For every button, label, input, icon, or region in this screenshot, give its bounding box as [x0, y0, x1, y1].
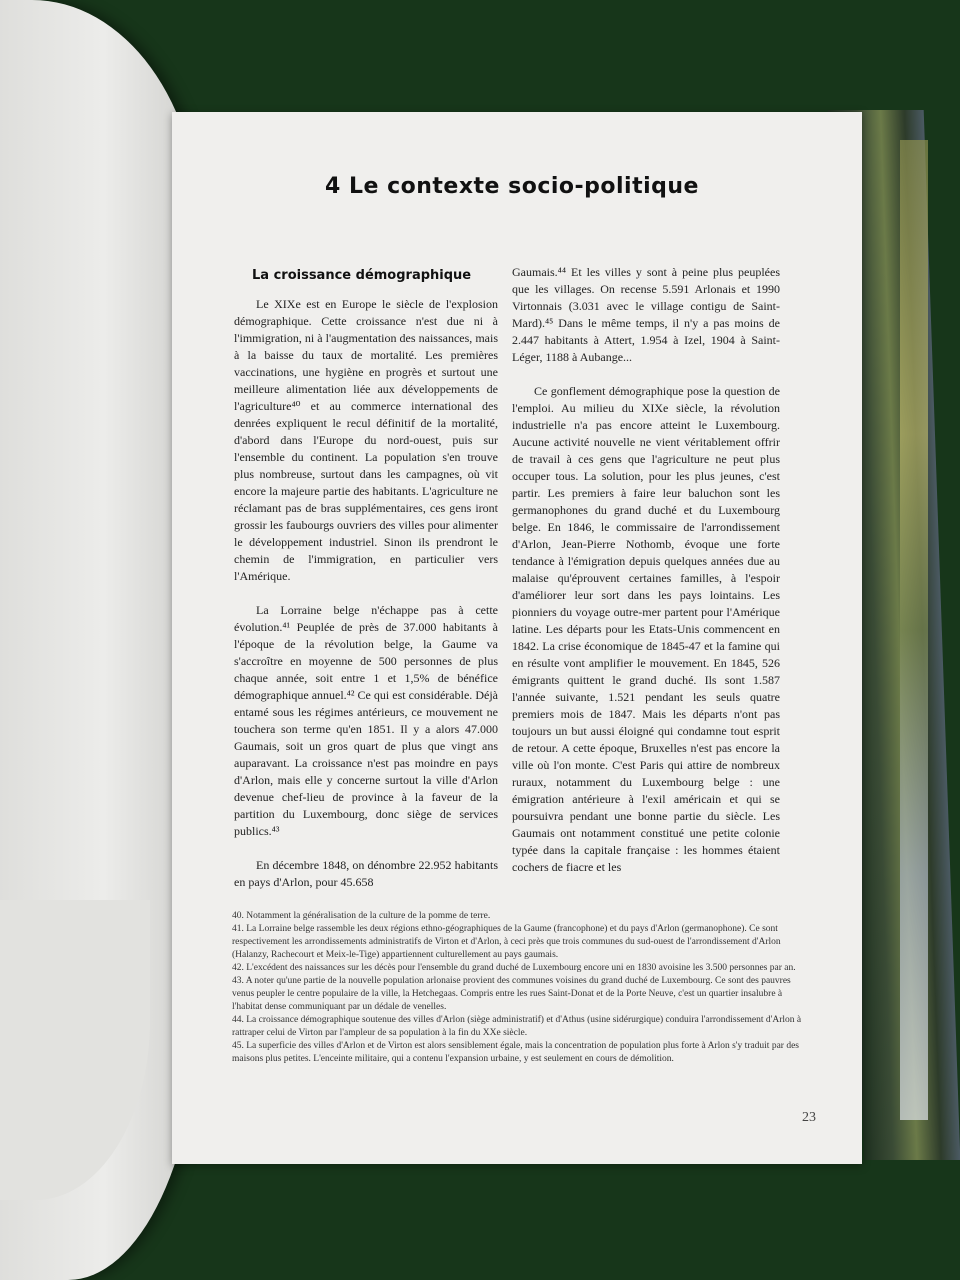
section-title: La croissance démographique — [252, 268, 472, 283]
right-page — [172, 112, 862, 1164]
left-column — [234, 296, 498, 908]
chapter-title: 4 Le contexte socio-politique — [325, 174, 699, 199]
paragraph: Gaumais.⁴⁴ Et les villes y sont à peine plus peuplées que les villages. On recense 5.591 Arlonais et 1990 Virtonnais (3.031 avec le village contigu de Saint-Mard).⁴⁵ Dans le même temps, il n'y a pas moins de 2.447 habitants à Attert, 1.954 à Izel, 1904 à Saint-Léger, 1188 à Aubange... — [512, 265, 780, 364]
footnote: 41. La Lorraine belge rassemble les deux régions ethno-géographiques de la Gaume (francophone) et du pays d'Arlon (germanophone). Ce sont respectivement les arrondissements administratifs de Virton et d'Arlon, à ceci près que trois communes du sud-ouest de l'arrondissement d'Arlon (Halanzy, Rachecourt et Meix-le-Tige) appartiennent culturellement au pays gaumais. — [232, 924, 781, 960]
paragraph: En décembre 1848, on dénombre 22.952 habitants en pays d'Arlon, pour 45.658 — [234, 858, 498, 889]
page-number: 23 — [802, 1110, 816, 1125]
footnote: 44. La croissance démographique soutenue des villes d'Arlon (siège administratif) et d'Athus (usine sidérurgique) conduira l'arrondissement d'Arlon à rattraper celui de Virton par l'ampleur de sa population à la fin du XXe siècle. — [232, 1015, 802, 1038]
footnote: 40. Notamment la généralisation de la culture de la pomme de terre. — [232, 911, 491, 921]
book-edge-cover — [900, 140, 928, 1120]
footnotes — [232, 910, 808, 1066]
paragraph: Le XIXe est en Europe le siècle de l'explosion démographique. Cette croissance n'est due ni à l'immigration, ni à l'augmentation des naissances, mais à la baisse du taux de mortalité. Les premières vaccinations, une hygiène en progrès et surtout une meilleure alimentation liée aux développements de l'agriculture⁴⁰ et au commerce international des denrées expliquent le recul définitif de la mortalité, d'abord dans l'Europe du nord-ouest, puis sur l'ensemble du continent. La population s'en trouve plus nombreuse, surtout dans les campagnes, où vit encore la majeure partie des habitants. L'agriculture ne réclamant pas de bras supplémentaires, ces gens iront grossir les faubourgs ouvriers des villes pour alimenter le développement industriel. Sinon ils prendront le chemin de l'immigration, en particulier vers l'Amérique. — [234, 297, 498, 583]
right-column — [512, 264, 780, 893]
footnote: 45. La superficie des villes d'Arlon et de Virton est alors sensiblement égale, mais la concentration de population plus forte à Arlon s'y traduit par des maisons plus petites. L'enceinte militaire, qui a contenu l'expansion urbaine, y est seulement en cours de démolition. — [232, 1041, 799, 1064]
footnote: 42. L'excédent des naissances sur les décès pour l'ensemble du grand duché de Luxembourg encore uni en 1830 avoisine les 3.500 personnes par an. — [232, 963, 796, 973]
footnote: 43. A noter qu'une partie de la nouvelle population arlonaise provient des communes voisines du grand duché de Luxembourg. Ce sont des pauvres venus peupler le centre populaire de la ville, la Hetchegaas. Compris entre les rues Saint-Donat et de la Porte Neuve, c'est un quartier insalubre à l'habitat dense communiquant par un dédale de venelles. — [232, 976, 791, 1012]
paragraph: Ce gonflement démographique pose la question de l'emploi. Au milieu du XIXe siècle, la révolution industrielle n'a pas encore atteint le Luxembourg. Aucune activité nouvelle ne vient véritablement offrir de travail à ces gens que l'agriculture ne peut plus occuper tous. La solution, pour les plus jeunes, c'est partir. Les premiers à faire leur baluchon sont les germanophones du grand duché et du Luxembourg belge. En 1846, le commissaire de l'arrondissement d'Arlon, Jean-Pierre Nothomb, évoque une forte tendance à l'émigration depuis quelques années due au malaise qu'éprouvent certaines familles, à l'espoir d'améliorer leur sort dans les pays lointains. Les pionniers du voyage outre-mer partent pour l'Amérique latine. Les départs pour les Etats-Unis commencent en 1842. La crise économique de 1845-47 et la famine qui en résulte vont amplifier le mouvement. En 1845, 526 émigrants quittent le grand duché. Ils sont 1.587 l'année suivante, 1.521 pendant les seuls quatre premiers mois de 1847. Mais les départs n'ont pas toujours un but aussi éloigné qui condamne tout esprit de retour. A cette époque, Bruxelles n'est pas encore la ville où l'on monte. C'est Paris qui attire de nombreux ruraux, notamment du Luxembourg belge : une émigration antérieure à l'exil américain et qui se poursuivra pendant une bonne partie du siècle. Les Gaumais ont notamment constitué une petite colonie typée dans la capitale française : les hommes étaient cochers de fiacre et les — [512, 384, 780, 874]
paragraph: La Lorraine belge n'échappe pas à cette évolution.⁴¹ Peuplée de près de 37.000 habitants à l'époque de la révolution belge, la Gaume va s'accroître en moyenne de 500 personnes de plus chaque année, soit entre 1 et 1,5% de bénéfice démographique annuel.⁴² Ce qui est considérable. Déjà entamé sous les régimes antérieurs, ce mouvement ne touchera son terme qu'en 1851. Il y a alors 47.000 Gaumais, soit un gros quart de plus que vingt ans auparavant. La croissance n'est pas moindre en pays d'Arlon, mais elle y concerne surtout la ville d'Arlon devenue chef-lieu de province à la faveur de la partition du Luxembourg, donc siège de services publics.⁴³ — [234, 603, 498, 838]
